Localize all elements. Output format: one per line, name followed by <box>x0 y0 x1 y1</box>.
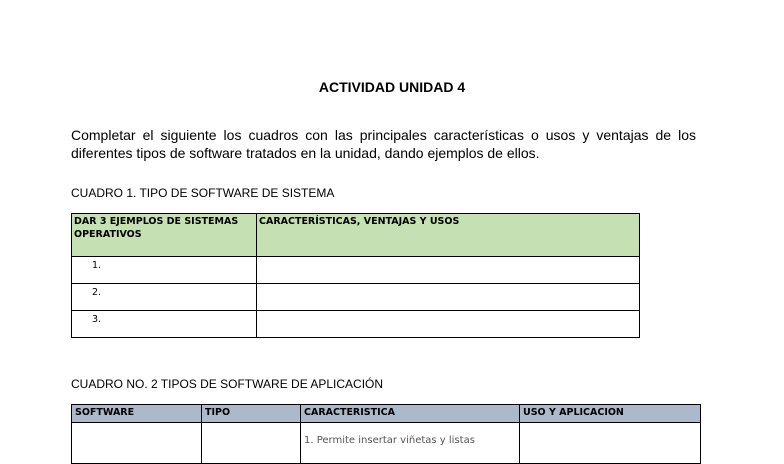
cuadro2-heading: CUADRO NO. 2 TIPOS DE SOFTWARE DE APLICACIÓN <box>71 377 384 391</box>
cuadro2-header-software: SOFTWARE <box>72 405 202 423</box>
cuadro2-header-row <box>72 405 701 423</box>
cuadro2-cell-caracteristica[interactable] <box>301 423 520 464</box>
row-number: 1. <box>92 260 102 271</box>
cuadro1-header-caracteristicas: CARACTERÍSTICAS, VENTAJAS Y USOS <box>257 214 640 257</box>
caracteristica-text: 1. Permite insertar viñetas y listas <box>304 435 475 446</box>
cuadro1-cell-ejemplo[interactable] <box>72 311 257 338</box>
cuadro1-cell-caracteristicas[interactable] <box>257 311 640 338</box>
cuadro2-cell-software[interactable] <box>72 423 202 464</box>
cuadro1-table <box>71 213 640 338</box>
cuadro1-cell-caracteristicas[interactable] <box>257 257 640 284</box>
cuadro1-cell-caracteristicas[interactable] <box>257 284 640 311</box>
cuadro1-header-ejemplos: DAR 3 EJEMPLOS DE SISTEMAS OPERATIVOS <box>72 214 257 257</box>
row-number: 3. <box>92 314 102 325</box>
table-row <box>72 284 640 311</box>
row-number: 2. <box>92 287 102 298</box>
cuadro1-heading: CUADRO 1. TIPO DE SOFTWARE DE SISTEMA <box>71 186 335 200</box>
cuadro2-header-caracteristica: CARACTERISTICA <box>301 405 520 423</box>
table-row <box>72 257 640 284</box>
cuadro1-header-row <box>72 214 640 257</box>
cuadro1-cell-ejemplo[interactable] <box>72 257 257 284</box>
instructions-paragraph: Completar el siguiente los cuadros con las principales características o usos y ventajas de los diferentes tipos de software tratados en la unidad, dando ejemplos de ellos. <box>71 127 696 161</box>
cuadro2-header-tipo: TIPO <box>202 405 301 423</box>
cuadro2-cell-uso[interactable] <box>520 423 701 464</box>
cuadro1-cell-ejemplo[interactable] <box>72 284 257 311</box>
page-title: ACTIVIDAD UNIDAD 4 <box>318 79 466 95</box>
cuadro2-cell-tipo[interactable] <box>202 423 301 464</box>
cuadro2-header-uso: USO Y APLICACION <box>520 405 701 423</box>
cuadro2-table <box>71 404 701 464</box>
table-row <box>72 423 701 464</box>
table-row <box>72 311 640 338</box>
